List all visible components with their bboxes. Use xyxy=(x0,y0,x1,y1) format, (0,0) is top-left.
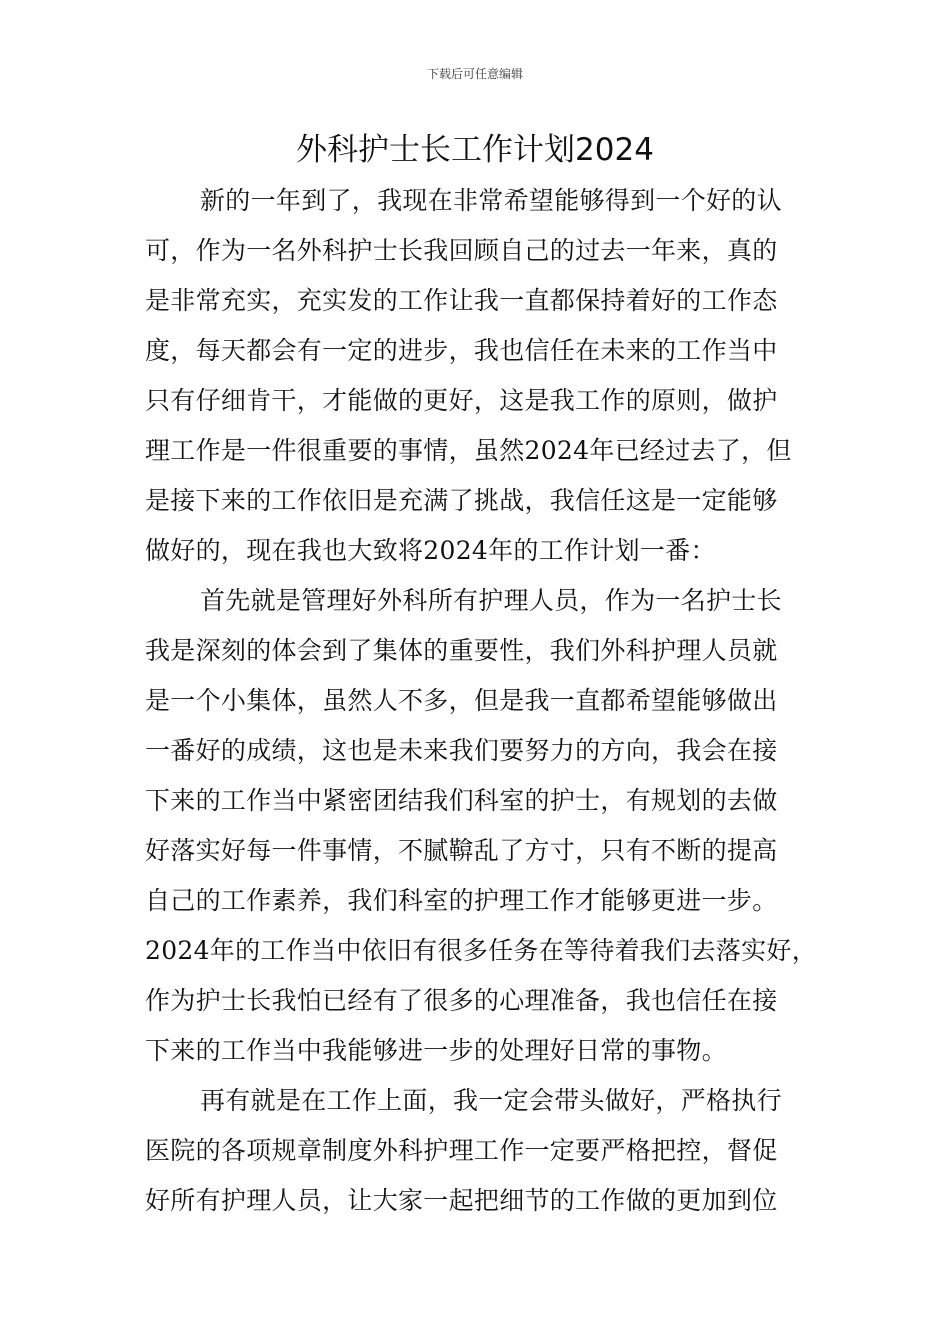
text-line: 下来的工作当中紧密团结我们科室的护士，有规划的去做 xyxy=(145,786,778,815)
text-line: 理工作是一件很重要的事情，虽然2024年已经过去了，但 xyxy=(145,436,792,465)
text-line: 只有仔细肯干，才能做的更好，这是我工作的原则，做护 xyxy=(145,386,778,415)
text-line: 度，每天都会有一定的进步，我也信任在未来的工作当中 xyxy=(145,336,778,365)
text-line: 再有就是在工作上面，我一定会带头做好，严格执行 xyxy=(200,1086,782,1115)
text-line: 首先就是管理好外科所有护理人员，作为一名护士长 xyxy=(200,586,782,615)
text-line: 是接下来的工作依旧是充满了挑战，我信任这是一定能够 xyxy=(145,486,778,515)
text-line: 做好的，现在我也大致将2024年的工作计划一番： xyxy=(145,536,716,565)
text-line: 我是深刻的体会到了集体的重要性，我们外科护理人员就 xyxy=(145,636,778,665)
text-line: 好所有护理人员，让大家一起把细节的工作做的更加到位 xyxy=(145,1186,778,1215)
text-line: 自己的工作素养，我们科室的护理工作才能够更进一步。 xyxy=(145,886,778,915)
text-line: 可，作为一名外科护士长我回顾自己的过去一年来，真的 xyxy=(145,236,778,265)
text-line: 医院的各项规章制度外科护理工作一定要严格把控，督促 xyxy=(145,1136,778,1165)
text-line: 好落实好每一件事情，不腻鞥乱了方寸，只有不断的提高 xyxy=(145,836,778,865)
text-line: 一番好的成绩，这也是未来我们要努力的方向，我会在接 xyxy=(145,736,778,765)
text-line: 是非常充实，充实发的工作让我一直都保持着好的工作态 xyxy=(145,286,778,315)
document-body xyxy=(145,176,818,1226)
paragraph-2 xyxy=(145,576,818,1076)
text-line: 下来的工作当中我能够进一步的处理好日常的事物。 xyxy=(145,1036,727,1065)
header-note: 下载后可任意编辑 xyxy=(426,67,523,81)
text-line: 新的一年到了，我现在非常希望能够得到一个好的认 xyxy=(200,186,782,215)
paragraph-3 xyxy=(145,1076,815,1226)
text-line: 是一个小集体，虽然人不多，但是我一直都希望能够做出 xyxy=(145,686,778,715)
text-line: 2024年的工作当中依旧有很多任务在等待着我们去落实好， xyxy=(145,936,818,965)
paragraph-1 xyxy=(145,176,815,576)
text-line: 作为护士长我怕已经有了很多的心理准备，我也信任在接 xyxy=(145,986,778,1015)
document-title: 外科护士长工作计划2024 xyxy=(296,132,654,168)
